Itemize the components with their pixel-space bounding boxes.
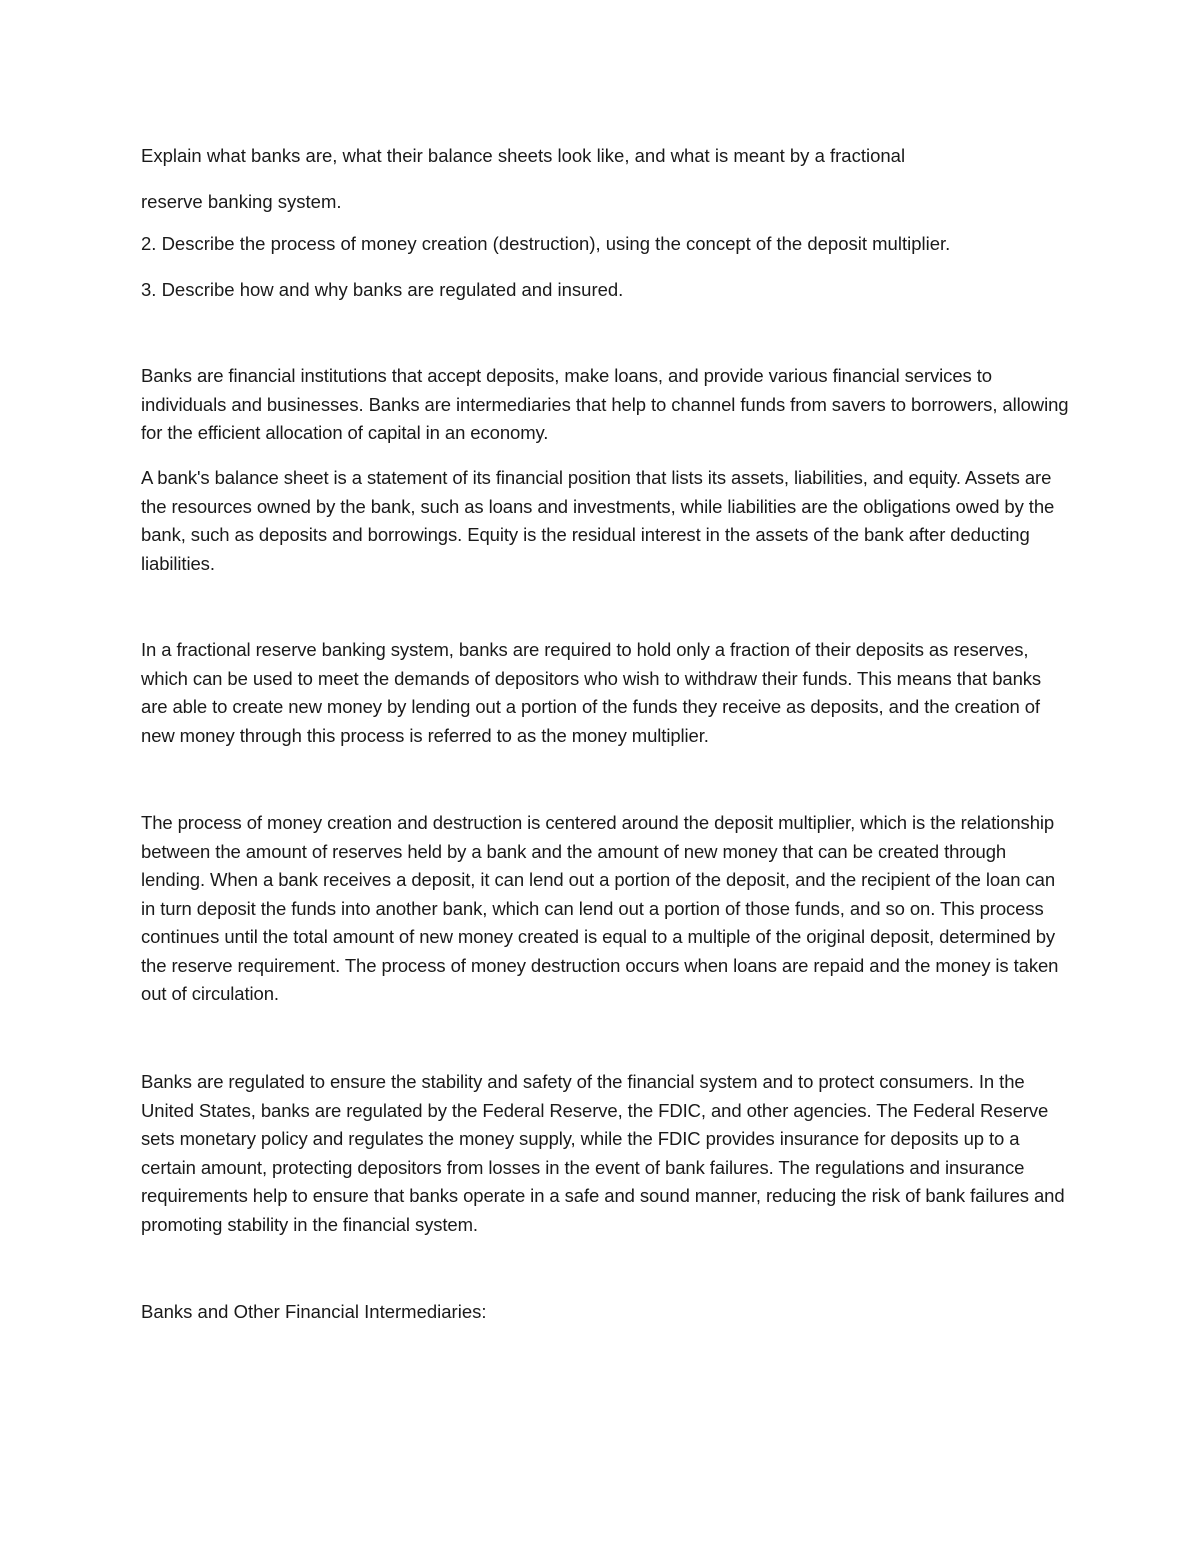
paragraph-money-creation: The process of money creation and destruction is centered around the deposit multiplier, which is the relationship between the amount of reserves held by a bank and the amount of new money that can be created through lending. When a bank receives a deposit, it can lend out a portion of the deposit, and the recipient of the loan can in turn deposit the funds into another bank, which can lend out a portion of those funds, and so on. This process continues until the total amount of new money created is equal to a multiple of the original deposit, determined by the reserve requirement. The process of money destruction occurs when loans are repaid and the money is taken out of circulation. [141,812,1059,1004]
question-2: 2. Describe the process of money creation (destruction), using the concept of the deposit multiplier. [141,233,951,254]
paragraph-fractional-reserve: In a fractional reserve banking system, banks are required to hold only a fraction of their deposits as reserves, which can be used to meet the demands of depositors who wish to withdraw their funds. This means that banks are able to create new money by lending out a portion of the funds they receive as deposits, and the creation of new money through this process is referred to as the money multiplier. [141,639,1042,746]
section-heading: Banks and Other Financial Intermediaries: [141,1301,487,1322]
question-3: 3. Describe how and why banks are regulated and insured. [141,279,624,300]
paragraph-regulation: Banks are regulated to ensure the stability and safety of the financial system and to protect consumers. In the United States, banks are regulated by the Federal Reserve, the FDIC, and other agencies. The Federal Reserve sets monetary policy and regulates the money supply, while the FDIC provides insurance for deposits up to a certain amount, protecting depositors from losses in the event of bank failures. The regulations and insurance requirements help to ensure that banks operate in a safe and sound manner, reducing the risk of bank failures and promoting stability in the financial system. [141,1071,1065,1235]
question-1-line-1: Explain what banks are, what their balance sheets look like, and what is meant by a fractional [141,145,906,166]
paragraph-balance-sheet: A bank's balance sheet is a statement of its financial position that lists its assets, liabilities, and equity. Assets are the resources owned by the bank, such as loans and investments, while liabilities are the obligations owed by the bank, such as deposits and borrowings. Equity is the residual interest in the assets of the bank after deducting liabilities. [141,467,1055,574]
question-1-line-2: reserve banking system. [141,191,342,212]
paragraph-banks-definition: Banks are financial institutions that accept deposits, make loans, and provide various financial services to individuals and businesses. Banks are intermediaries that help to channel funds from savers to borrowers, allowing for the efficient allocation of capital in an economy. [141,365,1069,443]
